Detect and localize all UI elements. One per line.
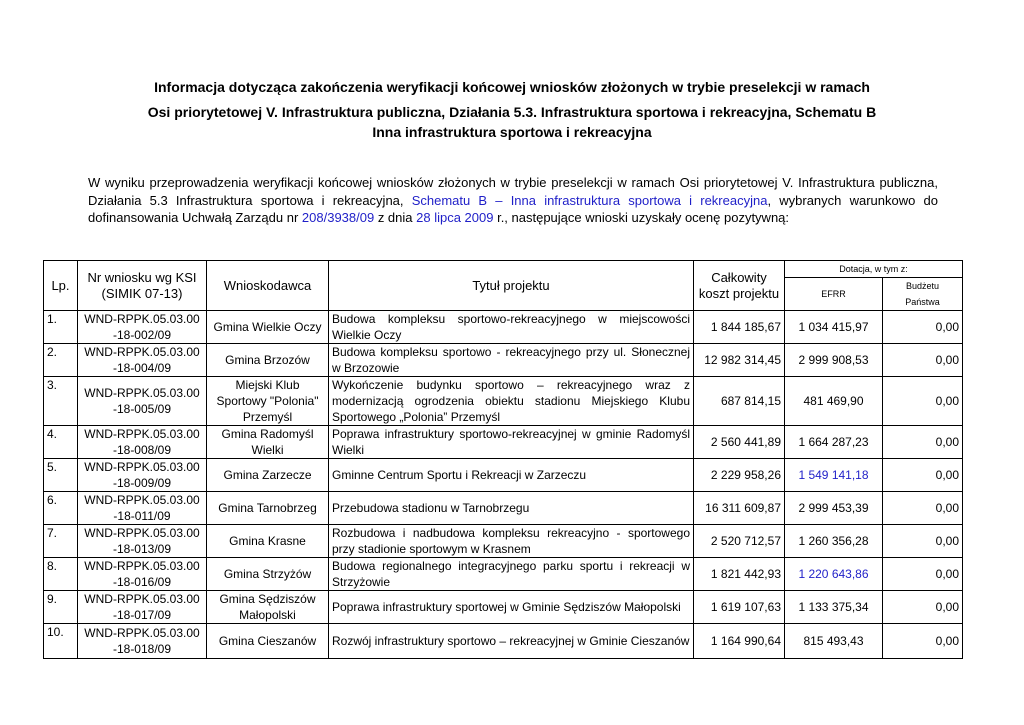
row-application-number — [78, 591, 207, 624]
row-state-budget: 0,00 — [883, 591, 963, 624]
row-application-number-line1: WND-RPPK.05.03.00 — [84, 592, 200, 606]
header-application-number-line2: (SIMIK 07-13) — [101, 285, 183, 301]
table-row — [44, 525, 963, 558]
row-efrr: 1 133 375,34 — [785, 591, 883, 624]
row-application-number-line1: WND-RPPK.05.03.00 — [84, 559, 200, 573]
header-state-budget-line1: Budżetu — [905, 281, 940, 291]
intro-text-4: r., następujące wnioski uzyskały ocenę pozytywną: — [493, 210, 790, 225]
row-project-title: Poprawa infrastruktury sportowej w Gminie Sędziszów Małopolski — [329, 591, 694, 624]
table-row — [44, 492, 963, 525]
row-state-budget: 0,00 — [883, 311, 963, 344]
intro-text-1: W wyniku przeprowadzenia weryfikacji końcowej wniosków złożonych w trybie preselekcji w ramach Osi priorytetowej V. Infrastruktura publiczna, Działania 5.3 Infrastruktura sportowa i rekreacyjna, — [88, 175, 938, 208]
heading-line-3: Inna infrastruktura sportowa i rekreacyjna — [372, 124, 652, 140]
header-application-number — [78, 261, 207, 311]
row-application-number-line2: -18-016/09 — [112, 575, 172, 589]
row-application-number-line1: WND-RPPK.05.03.00 — [84, 460, 200, 474]
table-row — [44, 459, 963, 492]
heading-line-2: Osi priorytetowej V. Infrastruktura publiczna, Działania 5.3. Infrastruktura sportowa i rekreacyjna, Schematu B — [147, 104, 877, 120]
row-applicant: Gmina Wielkie Oczy — [207, 311, 329, 344]
row-efrr: 815 493,43 — [785, 624, 883, 659]
row-state-budget: 0,00 — [883, 624, 963, 659]
row-efrr: 2 999 908,53 — [785, 344, 883, 377]
row-state-budget: 0,00 — [883, 344, 963, 377]
row-project-title: Gminne Centrum Sportu i Rekreacji w Zarzeczu — [329, 459, 694, 492]
row-project-title: Rozwój infrastruktury sportowo – rekreacyjnej w Gminie Cieszanów — [329, 624, 694, 659]
row-total-cost: 16 311 609,87 — [694, 492, 785, 525]
row-application-number-line2: -18-004/09 — [112, 361, 172, 375]
row-lp: 5. — [44, 459, 78, 492]
table-row — [44, 558, 963, 591]
row-application-number — [78, 344, 207, 377]
row-project-title: Budowa kompleksu sportowo-rekreacyjnego w miejscowości Wielkie Oczy — [329, 311, 694, 344]
row-total-cost: 12 982 314,45 — [694, 344, 785, 377]
row-application-number-line1: WND-RPPK.05.03.00 — [84, 626, 200, 640]
row-lp: 6. — [44, 492, 78, 525]
row-application-number-line1: WND-RPPK.05.03.00 — [84, 427, 200, 441]
row-applicant: Gmina Krasne — [207, 525, 329, 558]
projects-table — [43, 260, 963, 659]
row-application-number-line1: WND-RPPK.05.03.00 — [84, 386, 200, 400]
row-lp: 1. — [44, 311, 78, 344]
row-application-number — [78, 525, 207, 558]
row-efrr: 1 664 287,23 — [785, 426, 883, 459]
row-applicant: Gmina Tarnobrzeg — [207, 492, 329, 525]
row-total-cost: 1 844 185,67 — [694, 311, 785, 344]
row-efrr: 2 999 453,39 — [785, 492, 883, 525]
header-efrr: EFRR — [785, 278, 883, 311]
header-total-cost-line2: koszt projektu — [698, 285, 780, 301]
row-application-number — [78, 492, 207, 525]
table-row — [44, 377, 963, 426]
intro-text-3: z dnia — [374, 210, 417, 225]
row-lp: 9. — [44, 591, 78, 624]
row-application-number — [78, 377, 207, 426]
row-applicant: Gmina Zarzecze — [207, 459, 329, 492]
scheme-link[interactable]: Schematu B – Inna infrastruktura sportowa i rekreacyjna — [411, 192, 768, 208]
row-application-number-line2: -18-013/09 — [112, 542, 172, 556]
row-state-budget: 0,00 — [883, 377, 963, 426]
row-applicant: Gmina Cieszanów — [207, 624, 329, 659]
header-total-cost — [694, 261, 785, 311]
row-application-number-line2: -18-008/09 — [112, 443, 172, 457]
resolution-number-link[interactable]: 208/3938/09 — [301, 210, 375, 225]
row-lp: 7. — [44, 525, 78, 558]
table-row — [44, 591, 963, 624]
row-project-title: Rozbudowa i nadbudowa kompleksu rekreacyjno - sportowego przy stadionie sportowym w Krasnem — [329, 525, 694, 558]
row-project-title: Budowa kompleksu sportowo - rekreacyjnego przy ul. Słonecznej w Brzozowie — [329, 344, 694, 377]
header-applicant: Wnioskodawca — [207, 261, 329, 311]
row-total-cost: 1 164 990,64 — [694, 624, 785, 659]
header-project-title: Tytuł projektu — [329, 261, 694, 311]
row-applicant: Gmina Strzyżów — [207, 558, 329, 591]
row-application-number-line2: -18-009/09 — [112, 476, 172, 490]
row-applicant: Gmina Radomyśl Wielki — [207, 426, 329, 459]
row-application-number-line1: WND-RPPK.05.03.00 — [84, 526, 200, 540]
intro-paragraph — [88, 174, 938, 227]
row-efrr: 1 549 141,18 — [785, 459, 883, 492]
row-state-budget: 0,00 — [883, 558, 963, 591]
row-application-number-line2: -18-018/09 — [112, 642, 172, 656]
header-lp: Lp. — [44, 261, 78, 311]
row-application-number — [78, 311, 207, 344]
row-application-number-line2: -18-005/09 — [112, 402, 172, 416]
header-state-budget-line2: Państwa — [905, 297, 940, 307]
row-total-cost: 1 619 107,63 — [694, 591, 785, 624]
row-efrr: 481 469,90 — [785, 377, 883, 426]
row-application-number-line1: WND-RPPK.05.03.00 — [84, 493, 200, 507]
row-applicant: Miejski Klub Sportowy "Polonia" Przemyśl — [207, 377, 329, 426]
row-efrr: 1 260 356,28 — [785, 525, 883, 558]
row-lp: 10. — [44, 624, 78, 659]
row-applicant: Gmina Brzozów — [207, 344, 329, 377]
row-state-budget: 0,00 — [883, 525, 963, 558]
header-state-budget — [883, 278, 963, 311]
row-application-number-line2: -18-017/09 — [112, 608, 172, 622]
table-row — [44, 311, 963, 344]
row-efrr: 1 034 415,97 — [785, 311, 883, 344]
row-applicant: Gmina Sędziszów Małopolski — [207, 591, 329, 624]
row-application-number-line1: WND-RPPK.05.03.00 — [84, 312, 200, 326]
row-application-number — [78, 558, 207, 591]
row-project-title: Budowa regionalnego integracyjnego parku sportu i rekreacji w Strzyżowie — [329, 558, 694, 591]
row-efrr: 1 220 643,86 — [785, 558, 883, 591]
intro-text-2: , wybranych warunkowo do dofinansowania Uchwałą Zarządu nr — [88, 192, 938, 225]
row-application-number — [78, 459, 207, 492]
row-total-cost: 2 520 712,57 — [694, 525, 785, 558]
row-application-number — [78, 624, 207, 659]
row-state-budget: 0,00 — [883, 426, 963, 459]
row-state-budget: 0,00 — [883, 492, 963, 525]
table-row — [44, 624, 963, 659]
row-application-number-line2: -18-002/09 — [112, 328, 172, 342]
row-total-cost: 1 821 442,93 — [694, 558, 785, 591]
header-grant: Dotacja, w tym z: — [785, 261, 963, 278]
row-application-number — [78, 426, 207, 459]
row-project-title: Poprawa infrastruktury sportowo-rekreacyjnej w gminie Radomyśl Wielki — [329, 426, 694, 459]
header-application-number-line1: Nr wniosku wg KSI — [87, 269, 197, 285]
row-lp: 4. — [44, 426, 78, 459]
row-lp: 2. — [44, 344, 78, 377]
heading-line-1: Informacja dotycząca zakończenia weryfikacji końcowej wniosków złożonych w trybie preselekcji w ramach — [154, 79, 870, 95]
row-application-number-line1: WND-RPPK.05.03.00 — [84, 345, 200, 359]
row-total-cost: 687 814,15 — [694, 377, 785, 426]
table-row — [44, 344, 963, 377]
header-total-cost-line1: Całkowity — [711, 269, 767, 285]
table-row — [44, 426, 963, 459]
row-state-budget: 0,00 — [883, 459, 963, 492]
row-lp: 8. — [44, 558, 78, 591]
resolution-date-link[interactable]: 28 lipca 2009 — [416, 210, 494, 225]
row-application-number-line2: -18-011/09 — [113, 509, 171, 523]
row-project-title: Przebudowa stadionu w Tarnobrzegu — [329, 492, 694, 525]
row-project-title: Wykończenie budynku sportowo – rekreacyjnego wraz z modernizacją ogrodzenia obiektu stadionu Miejskiego Klubu Sportowego „Polonia” Przemyśl — [329, 377, 694, 426]
row-total-cost: 2 229 958,26 — [694, 459, 785, 492]
row-lp: 3. — [44, 377, 78, 426]
row-total-cost: 2 560 441,89 — [694, 426, 785, 459]
